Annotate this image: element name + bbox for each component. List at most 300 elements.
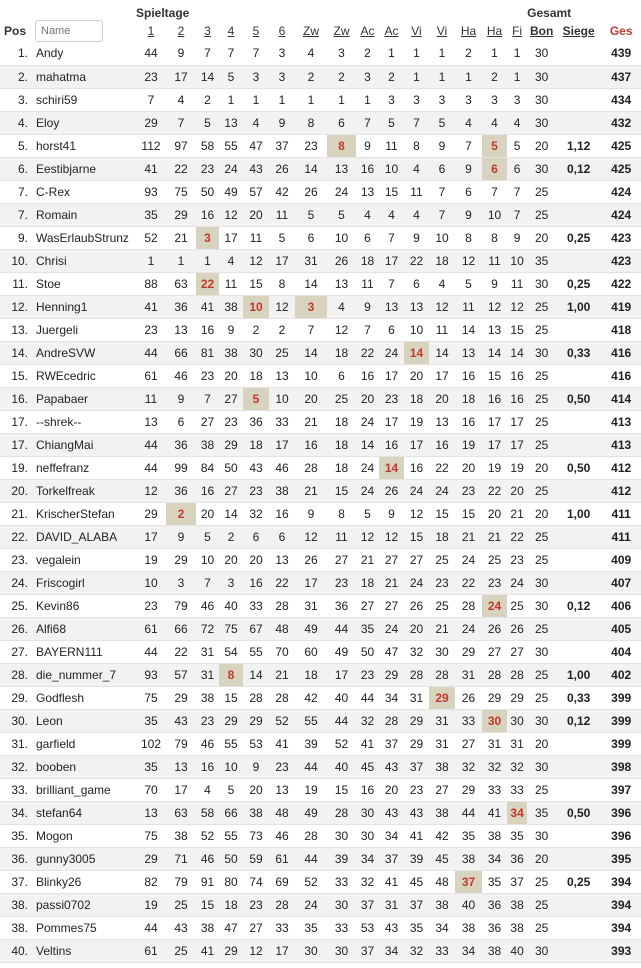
bon-cell: 30 xyxy=(527,111,556,134)
matchday-score-cell: 25 xyxy=(429,594,455,617)
matchday-score-cell: 16 xyxy=(196,755,219,778)
ges-header[interactable]: Ges xyxy=(609,24,633,38)
bon-cell: 25 xyxy=(527,203,556,226)
position-cell: 28. xyxy=(0,663,34,686)
matchday-score-cell: 49 xyxy=(327,640,356,663)
matchday-score-cell: 10 xyxy=(295,364,327,387)
matchday-score-cell: 3 xyxy=(243,65,269,88)
matchday-header[interactable]: Ac xyxy=(360,24,375,38)
player-name-cell: RWEcedric xyxy=(34,364,136,387)
siege-cell xyxy=(556,364,601,387)
matchday-score-cell: 3 xyxy=(269,65,295,88)
matchday-score-cell: 9 xyxy=(166,42,196,65)
matchday-score-cell: 14 xyxy=(196,65,219,88)
player-name-cell: vegalein xyxy=(34,548,136,571)
bon-cell: 30 xyxy=(527,272,556,295)
matchday-score-cell: 34 xyxy=(356,847,379,870)
matchday-score-cell: 24 xyxy=(356,410,379,433)
matchday-score-cell: 28 xyxy=(482,663,507,686)
matchday-score-cell: 23 xyxy=(455,479,482,502)
bon-header[interactable]: Bon xyxy=(529,24,554,38)
position-cell: 40. xyxy=(0,939,34,962)
matchday-score-cell: 21 xyxy=(455,525,482,548)
matchday-score-cell: 38 xyxy=(507,916,527,939)
matchday-score-cell: 16 xyxy=(295,433,327,456)
matchday-score-cell: 24 xyxy=(327,180,356,203)
matchday-score-cell: 23 xyxy=(295,134,327,157)
matchday-score-cell: 16 xyxy=(507,364,527,387)
matchday-score-cell: 7 xyxy=(455,134,482,157)
matchday-score-cell: 79 xyxy=(166,732,196,755)
position-cell: 12. xyxy=(0,295,34,318)
matchday-score-cell: 28 xyxy=(507,663,527,686)
matchday-score-cell: 46 xyxy=(269,824,295,847)
bon-cell: 30 xyxy=(527,571,556,594)
matchday-score-cell: 52 xyxy=(269,709,295,732)
position-cell: 29. xyxy=(0,686,34,709)
matchday-header[interactable]: 1 xyxy=(147,24,155,38)
matchday-header[interactable]: Ha xyxy=(460,24,477,38)
matchday-score-cell: 17 xyxy=(219,226,243,249)
matchday-score-cell: 24 xyxy=(356,456,379,479)
matchday-score-cell: 27 xyxy=(356,594,379,617)
matchday-score-cell: 6 xyxy=(507,157,527,180)
player-name-cell: mahatma xyxy=(34,65,136,88)
matchday-score-cell: 15 xyxy=(379,180,404,203)
matchday-score-cell: 33 xyxy=(327,916,356,939)
matchday-score-cell: 25 xyxy=(429,548,455,571)
matchday-header[interactable]: 6 xyxy=(278,24,286,38)
matchday-score-cell: 23 xyxy=(196,709,219,732)
matchday-score-cell: 43 xyxy=(166,709,196,732)
matchday-score-cell: 22 xyxy=(507,525,527,548)
matchday-header[interactable]: Vi xyxy=(436,24,448,38)
matchday-score-cell: 42 xyxy=(429,824,455,847)
matchday-score-cell: 25 xyxy=(166,893,196,916)
matchday-score-cell: 19 xyxy=(482,456,507,479)
matchday-score-cell: 11 xyxy=(379,134,404,157)
matchday-score-cell: 36 xyxy=(482,893,507,916)
matchday-score-cell: 20 xyxy=(356,387,379,410)
matchday-score-cell: 14 xyxy=(455,318,482,341)
player-name-cell: BAYERN111 xyxy=(34,640,136,663)
matchday-score-cell: 17 xyxy=(269,433,295,456)
matchday-score-cell: 6 xyxy=(166,410,196,433)
matchday-score-cell: 17 xyxy=(166,65,196,88)
matchday-score-cell: 15 xyxy=(243,272,269,295)
table-row xyxy=(0,709,641,732)
matchday-score-cell: 20 xyxy=(243,778,269,801)
siege-cell xyxy=(556,180,601,203)
matchday-score-cell: 21 xyxy=(166,226,196,249)
matchday-score-cell: 35 xyxy=(455,824,482,847)
matchday-score-cell: 23 xyxy=(356,663,379,686)
table-row xyxy=(0,226,641,249)
matchday-score-cell: 43 xyxy=(404,801,429,824)
matchday-score-cell: 1 xyxy=(327,88,356,111)
matchday-score-cell: 37 xyxy=(455,870,482,893)
matchday-score-cell: 40 xyxy=(219,594,243,617)
table-row xyxy=(0,778,641,801)
matchday-score-cell: 38 xyxy=(196,916,219,939)
table-row xyxy=(0,502,641,525)
siege-header[interactable]: Siege xyxy=(562,24,595,38)
matchday-score-cell: 80 xyxy=(219,870,243,893)
position-cell: 16. xyxy=(0,387,34,410)
matchday-score-cell: 1 xyxy=(243,88,269,111)
matchday-score-cell: 18 xyxy=(356,571,379,594)
matchday-score-cell: 17 xyxy=(507,433,527,456)
player-name-cell: brilliant_game xyxy=(34,778,136,801)
matchday-score-cell: 57 xyxy=(243,180,269,203)
matchday-score-cell: 24 xyxy=(404,479,429,502)
matchday-score-cell: 29 xyxy=(219,433,243,456)
matchday-score-cell: 6 xyxy=(269,525,295,548)
matchday-score-cell: 19 xyxy=(455,433,482,456)
total-points-cell: 416 xyxy=(601,364,641,387)
table-row xyxy=(0,939,641,962)
matchday-score-cell: 12 xyxy=(455,249,482,272)
matchday-score-cell: 39 xyxy=(404,847,429,870)
position-cell: 25. xyxy=(0,594,34,617)
matchday-score-cell: 37 xyxy=(404,755,429,778)
player-name-cell: Chrisi xyxy=(34,249,136,272)
matchday-score-cell: 18 xyxy=(356,249,379,272)
siege-cell xyxy=(556,410,601,433)
position-cell: 38. xyxy=(0,916,34,939)
matchday-score-cell: 14 xyxy=(295,341,327,364)
player-name-cell: AndreSVW xyxy=(34,341,136,364)
matchday-score-cell: 20 xyxy=(482,502,507,525)
matchday-score-cell: 70 xyxy=(136,778,166,801)
matchday-header[interactable]: 2 xyxy=(177,24,185,38)
total-points-cell: 423 xyxy=(601,226,641,249)
matchday-score-cell: 9 xyxy=(295,502,327,525)
matchday-score-cell: 1 xyxy=(507,65,527,88)
total-points-cell: 437 xyxy=(601,65,641,88)
total-points-cell: 439 xyxy=(601,42,641,65)
matchday-score-cell: 27 xyxy=(327,548,356,571)
matchday-score-cell: 7 xyxy=(379,272,404,295)
matchday-score-cell: 18 xyxy=(404,387,429,410)
matchday-score-cell: 33 xyxy=(327,870,356,893)
position-cell: 20. xyxy=(0,479,34,502)
siege-cell: 0,50 xyxy=(556,801,601,824)
matchday-score-cell: 72 xyxy=(196,617,219,640)
matchday-score-cell: 18 xyxy=(429,525,455,548)
player-name-cell: WasErlaubStrunz xyxy=(34,226,136,249)
matchday-score-cell: 36 xyxy=(327,594,356,617)
siege-cell xyxy=(556,617,601,640)
matchday-score-cell: 99 xyxy=(166,456,196,479)
bon-cell: 35 xyxy=(527,249,556,272)
matchday-score-cell: 10 xyxy=(196,548,219,571)
matchday-score-cell: 47 xyxy=(379,640,404,663)
matchday-score-cell: 84 xyxy=(196,456,219,479)
position-cell: 11. xyxy=(0,272,34,295)
matchday-score-cell: 18 xyxy=(295,663,327,686)
matchday-score-cell: 54 xyxy=(219,640,243,663)
matchday-score-cell: 27 xyxy=(196,410,219,433)
matchday-score-cell: 7 xyxy=(166,111,196,134)
matchday-score-cell: 5 xyxy=(507,134,527,157)
matchday-score-cell: 41 xyxy=(136,157,166,180)
siege-cell: 0,25 xyxy=(556,272,601,295)
matchday-score-cell: 44 xyxy=(136,42,166,65)
matchday-score-cell: 26 xyxy=(327,249,356,272)
matchday-score-cell: 20 xyxy=(196,502,219,525)
matchday-score-cell: 10 xyxy=(379,157,404,180)
matchday-score-cell: 41 xyxy=(404,824,429,847)
matchday-score-cell: 1 xyxy=(404,42,429,65)
matchday-score-cell: 16 xyxy=(196,203,219,226)
player-name-cell: passi0702 xyxy=(34,893,136,916)
matchday-score-cell: 2 xyxy=(356,42,379,65)
matchday-score-cell: 26 xyxy=(404,594,429,617)
player-name-cell: ChiangMai xyxy=(34,433,136,456)
matchday-score-cell: 7 xyxy=(356,111,379,134)
matchday-score-cell: 23 xyxy=(219,410,243,433)
matchday-score-cell: 61 xyxy=(136,364,166,387)
matchday-score-cell: 7 xyxy=(196,387,219,410)
matchday-score-cell: 28 xyxy=(295,824,327,847)
matchday-score-cell: 21 xyxy=(429,617,455,640)
name-filter-input[interactable] xyxy=(35,20,103,42)
table-row xyxy=(0,134,641,157)
matchday-score-cell: 11 xyxy=(327,525,356,548)
matchday-score-cell: 93 xyxy=(136,663,166,686)
table-row xyxy=(0,65,641,88)
matchday-score-cell: 18 xyxy=(455,387,482,410)
matchday-score-cell: 9 xyxy=(269,111,295,134)
matchday-score-cell: 22 xyxy=(269,571,295,594)
bon-cell: 20 xyxy=(527,502,556,525)
matchday-score-cell: 3 xyxy=(196,226,219,249)
bon-cell: 30 xyxy=(527,594,556,617)
position-cell: 35. xyxy=(0,824,34,847)
siege-cell xyxy=(556,479,601,502)
matchday-score-cell: 27 xyxy=(219,387,243,410)
matchday-score-cell: 24 xyxy=(295,893,327,916)
position-cell: 5. xyxy=(0,134,34,157)
matchday-score-cell: 26 xyxy=(295,548,327,571)
matchday-score-cell: 31 xyxy=(379,893,404,916)
matchday-score-cell: 19 xyxy=(404,410,429,433)
matchday-score-cell: 44 xyxy=(356,686,379,709)
matchday-score-cell: 34 xyxy=(429,916,455,939)
position-cell: 6. xyxy=(0,157,34,180)
player-name-cell: schiri59 xyxy=(34,88,136,111)
matchday-score-cell: 47 xyxy=(243,134,269,157)
total-points-cell: 424 xyxy=(601,180,641,203)
matchday-score-cell: 7 xyxy=(404,111,429,134)
player-name-cell: garfield xyxy=(34,732,136,755)
matchday-header[interactable]: Zw xyxy=(303,24,319,38)
matchday-score-cell: 43 xyxy=(243,157,269,180)
matchday-score-cell: 38 xyxy=(482,824,507,847)
matchday-score-cell: 7 xyxy=(136,88,166,111)
player-name-cell: --shrek-- xyxy=(34,410,136,433)
matchday-score-cell: 5 xyxy=(219,65,243,88)
matchday-score-cell: 17 xyxy=(404,433,429,456)
matchday-score-cell: 29 xyxy=(379,663,404,686)
matchday-score-cell: 21 xyxy=(507,502,527,525)
matchday-score-cell: 17 xyxy=(482,433,507,456)
matchday-score-cell: 69 xyxy=(269,870,295,893)
matchday-score-cell: 29 xyxy=(482,686,507,709)
matchday-score-cell: 17 xyxy=(482,410,507,433)
siege-cell xyxy=(556,318,601,341)
table-row xyxy=(0,157,641,180)
matchday-score-cell: 4 xyxy=(455,111,482,134)
position-cell: 22. xyxy=(0,525,34,548)
matchday-score-cell: 60 xyxy=(295,640,327,663)
matchday-score-cell: 24 xyxy=(455,617,482,640)
matchday-score-cell: 58 xyxy=(196,134,219,157)
matchday-score-cell: 20 xyxy=(404,364,429,387)
position-cell: 38. xyxy=(0,893,34,916)
total-points-cell: 434 xyxy=(601,88,641,111)
matchday-score-cell: 2 xyxy=(482,65,507,88)
matchday-score-cell: 23 xyxy=(379,387,404,410)
matchday-score-cell: 10 xyxy=(404,318,429,341)
matchday-score-cell: 18 xyxy=(429,249,455,272)
matchday-score-cell: 44 xyxy=(327,709,356,732)
total-points-cell: 394 xyxy=(601,870,641,893)
matchday-score-cell: 36 xyxy=(243,410,269,433)
matchday-score-cell: 15 xyxy=(429,502,455,525)
matchday-score-cell: 40 xyxy=(507,939,527,962)
matchday-header[interactable]: Ac xyxy=(384,24,399,38)
siege-cell: 0,25 xyxy=(556,226,601,249)
matchday-score-cell: 97 xyxy=(166,134,196,157)
matchday-score-cell: 41 xyxy=(379,870,404,893)
position-cell: 36. xyxy=(0,847,34,870)
matchday-score-cell: 14 xyxy=(295,272,327,295)
matchday-score-cell: 3 xyxy=(507,88,527,111)
matchday-score-cell: 1 xyxy=(404,65,429,88)
matchday-score-cell: 4 xyxy=(404,157,429,180)
matchday-score-cell: 13 xyxy=(327,272,356,295)
matchday-score-cell: 29 xyxy=(219,939,243,962)
bon-cell: 30 xyxy=(527,157,556,180)
matchday-score-cell: 31 xyxy=(455,663,482,686)
matchday-score-cell: 36 xyxy=(166,295,196,318)
matchday-score-cell: 10 xyxy=(136,571,166,594)
matchday-score-cell: 52 xyxy=(136,226,166,249)
matchday-score-cell: 30 xyxy=(429,640,455,663)
matchday-score-cell: 32 xyxy=(455,755,482,778)
matchday-score-cell: 38 xyxy=(429,801,455,824)
matchday-score-cell: 2 xyxy=(219,525,243,548)
matchday-score-cell: 42 xyxy=(269,180,295,203)
matchday-score-cell: 43 xyxy=(379,755,404,778)
matchday-score-cell: 5 xyxy=(196,525,219,548)
siege-cell xyxy=(556,640,601,663)
matchday-header[interactable]: Zw xyxy=(333,24,350,38)
matchday-score-cell: 6 xyxy=(327,111,356,134)
total-points-cell: 425 xyxy=(601,157,641,180)
matchday-score-cell: 35 xyxy=(136,755,166,778)
matchday-score-cell: 13 xyxy=(166,755,196,778)
matchday-score-cell: 26 xyxy=(507,617,527,640)
matchday-score-cell: 38 xyxy=(429,893,455,916)
matchday-score-cell: 13 xyxy=(269,548,295,571)
matchday-score-cell: 38 xyxy=(269,479,295,502)
matchday-score-cell: 44 xyxy=(136,456,166,479)
siege-cell xyxy=(556,65,601,88)
matchday-header[interactable]: Ha xyxy=(486,24,503,38)
matchday-score-cell: 34 xyxy=(507,801,527,824)
matchday-score-cell: 5 xyxy=(196,111,219,134)
matchday-score-cell: 4 xyxy=(327,295,356,318)
matchday-header[interactable]: Vi xyxy=(411,24,422,38)
matchday-score-cell: 18 xyxy=(219,893,243,916)
matchday-header[interactable]: 3 xyxy=(204,24,211,38)
matchday-score-cell: 30 xyxy=(327,939,356,962)
matchday-header[interactable]: 5 xyxy=(252,24,260,38)
bon-cell: 20 xyxy=(527,134,556,157)
siege-cell xyxy=(556,916,601,939)
siege-cell: 0,50 xyxy=(556,456,601,479)
matchday-score-cell: 16 xyxy=(482,387,507,410)
matchday-score-cell: 31 xyxy=(295,249,327,272)
matchday-score-cell: 5 xyxy=(269,226,295,249)
matchday-score-cell: 7 xyxy=(429,203,455,226)
matchday-score-cell: 44 xyxy=(136,916,166,939)
matchday-score-cell: 13 xyxy=(327,157,356,180)
player-name-cell: horst41 xyxy=(34,134,136,157)
matchday-score-cell: 37 xyxy=(379,732,404,755)
position-cell: 7. xyxy=(0,180,34,203)
matchday-header[interactable]: Fi xyxy=(512,24,523,38)
matchday-score-cell: 30 xyxy=(327,893,356,916)
matchday-score-cell: 18 xyxy=(327,456,356,479)
table-row xyxy=(0,686,641,709)
matchday-score-cell: 70 xyxy=(269,640,295,663)
bon-cell: 25 xyxy=(527,525,556,548)
matchday-score-cell: 22 xyxy=(404,249,429,272)
position-cell: 34. xyxy=(0,801,34,824)
matchday-score-cell: 31 xyxy=(404,686,429,709)
ranking-rows xyxy=(0,42,641,962)
matchday-score-cell: 23 xyxy=(482,571,507,594)
matchday-header[interactable]: 4 xyxy=(227,24,235,38)
matchday-score-cell: 1 xyxy=(269,88,295,111)
matchday-score-cell: 29 xyxy=(136,847,166,870)
siege-cell: 1,00 xyxy=(556,663,601,686)
matchday-score-cell: 10 xyxy=(327,226,356,249)
table-row xyxy=(0,571,641,594)
matchday-score-cell: 3 xyxy=(482,88,507,111)
matchday-score-cell: 17 xyxy=(379,410,404,433)
matchday-score-cell: 12 xyxy=(356,525,379,548)
matchday-score-cell: 41 xyxy=(196,295,219,318)
position-cell: 9. xyxy=(0,226,34,249)
matchday-score-cell: 20 xyxy=(455,456,482,479)
table-row xyxy=(0,732,641,755)
matchday-score-cell: 6 xyxy=(243,525,269,548)
total-points-cell: 411 xyxy=(601,525,641,548)
position-cell: 3. xyxy=(0,88,34,111)
total-points-cell: 425 xyxy=(601,134,641,157)
table-row xyxy=(0,617,641,640)
matchday-score-cell: 53 xyxy=(356,916,379,939)
matchday-score-cell: 17 xyxy=(269,939,295,962)
total-points-cell: 422 xyxy=(601,272,641,295)
matchday-score-cell: 24 xyxy=(404,571,429,594)
matchday-score-cell: 44 xyxy=(136,433,166,456)
